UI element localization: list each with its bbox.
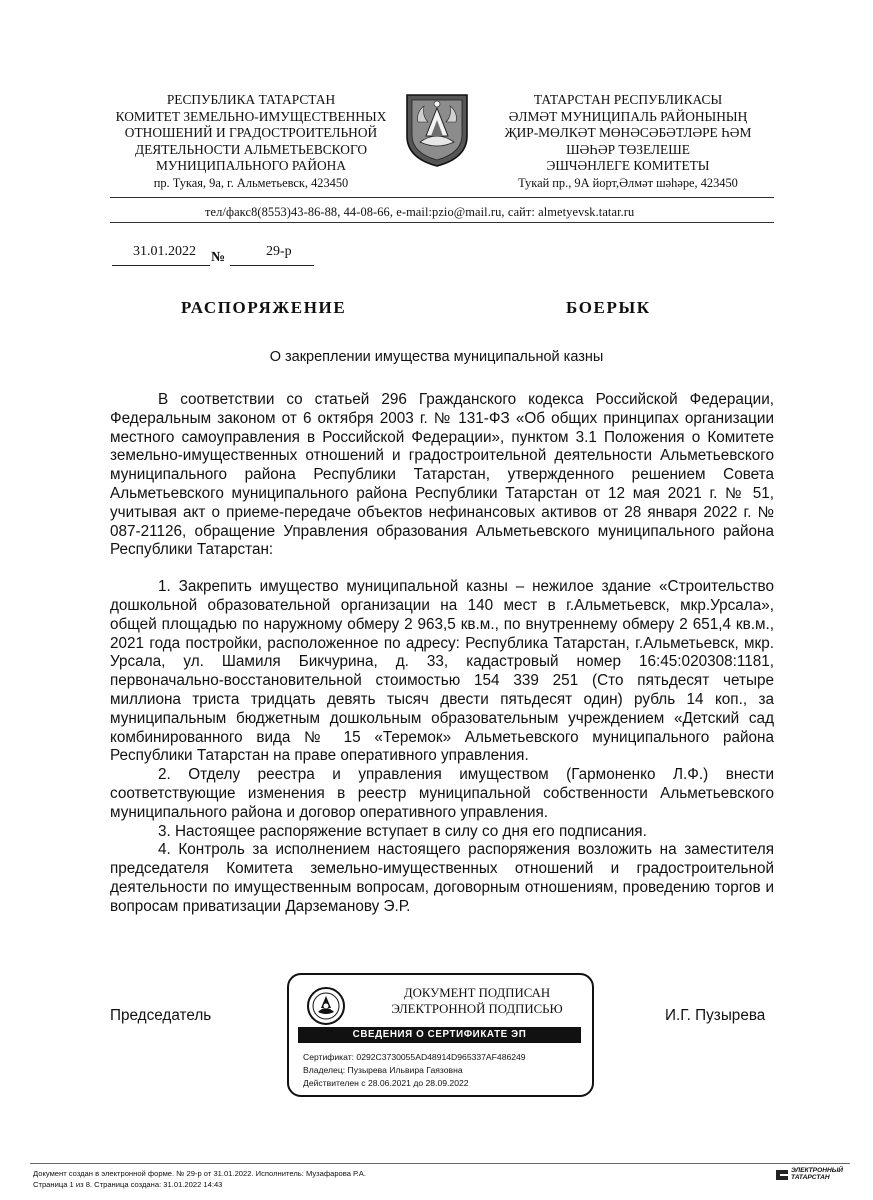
electronic-signature-stamp xyxy=(287,973,594,1097)
header-left xyxy=(110,92,392,192)
header-divider xyxy=(110,197,774,198)
stamp-title-line: ЭЛЕКТРОННОЙ ПОДПИСЬЮ xyxy=(391,1002,563,1016)
document-date: 31.01.2022 xyxy=(133,244,196,259)
header-right-line: ТАТАРСТАН РЕСПУБЛИКАСЫ xyxy=(533,92,723,107)
item-paragraph: 1. Закрепить имущество муниципальной казны – нежилое здание «Строительство дошкольной образовательной организации на 140 мест в г.Альметьевск, мкр.Урсала», общей площадью по наружному обмеру 2 963,5 кв.м., по внутреннему обмеру 2 651,4 кв.м., 2021 года постройки, расположенное по адресу: Республика Татарстан, г.Альметьевск, мкр. Урсала, ул. Шамиля Бикчурина, д. 33, кадастровый номер 16:45:020308:1181, первоначально-восстановительной стоимостью 154 339 251 (Сто пятьдесят четыре миллиона триста тридцать девять тысяч двести пятьдесят один) рубль 14 коп., за муниципальным бюджетным дошкольным образовательным учреждением «Детский сад комбинированного вида № 15 «Теремок» Альметьевского муниципального района Республики Татарстан на праве оперативного управления. xyxy=(110,578,774,765)
signature-name: И.Г. Пузырева xyxy=(665,1007,766,1024)
electronic-tatarstan-brand xyxy=(791,1167,843,1181)
footer-line-2: Страница 1 из 8. Страница создана: 31.01.2022 14:43 xyxy=(33,1180,223,1189)
document-number: 29-р xyxy=(266,244,292,259)
stamp-title-line: ДОКУМЕНТ ПОДПИСАН xyxy=(403,986,551,1000)
number-underline xyxy=(230,265,314,266)
header-right-line: ҖИР-МӨЛКӘТ МӨНӘСӘБӘТЛӘРЕ ҺӘМ xyxy=(504,125,752,141)
header-right xyxy=(482,92,774,192)
item-paragraph: 4. Контроль за исполнением настоящего распоряжения возложить на заместителя председателя Комитета земельно-имущественных отношений и градостроительной деятельности по имущественным вопросам, договорным отношениям, проведению торгов и вопросам приватизации Дарземанову Э.Р. xyxy=(110,841,774,915)
header-left-line: РЕСПУБЛИКА ТАТАРСТАН xyxy=(166,92,336,107)
brand-line: ТАТАРСТАН xyxy=(791,1174,830,1181)
header-divider-bottom xyxy=(110,222,774,223)
signature-position: Председатель xyxy=(110,1007,212,1024)
title-tatar: БОЕРЫК xyxy=(566,298,651,317)
date-underline xyxy=(112,265,210,266)
header-left-line: ОТНОШЕНИЙ И ГРАДОСТРОИТЕЛЬНОЙ xyxy=(124,125,378,141)
stamp-validity: Действителен с 28.06.2021 до 28.09.2022 xyxy=(303,1078,469,1088)
preamble-paragraph: В соответствии со статьей 296 Гражданского кодекса Российской Федерации, Федеральным законом от 6 октября 2003 г. № 131-ФЗ «Об общих принципах организации местного самоуправления в Российской Федерации», пунктом 3.1 Положения о Комитете земельно-имущественных отношений и градостроительной деятельности Альметьевского муниципального района Республики Татарстан, утвержденного решением Совета Альметьевского муниципального района Республики Татарстан от 12 мая 2021 г. № 51, учитывая акт о приеме-передаче объектов нефинансовых активов от 28 января 2022 г. № 087-21126, обращение Управления образования Альметьевского муниципального района Республики Татарстан: xyxy=(110,391,774,559)
header-left-line: ДЕЯТЕЛЬНОСТИ АЛЬМЕТЬЕВСКОГО xyxy=(134,141,368,157)
header-right-line: ЭШЧӘНЛЕГЕ КОМИТЕТЫ xyxy=(546,158,710,174)
stamp-owner: Владелец: Пузырева Ильвира Гаязовна xyxy=(303,1065,463,1075)
header-right-line: ШӘҺӘР ТӨЗЕЛЕШЕ xyxy=(566,141,690,157)
document-body xyxy=(110,391,774,917)
header-left-line: МУНИЦИПАЛЬНОГО РАЙОНА xyxy=(155,158,347,174)
stamp-emblem-icon xyxy=(306,986,346,1026)
brand-line: ЭЛЕКТРОННЫЙ xyxy=(791,1167,844,1174)
stamp-certificate-header: СВЕДЕНИЯ О СЕРТИФИКАТЕ ЭП xyxy=(298,1027,581,1043)
document-subject: О закреплении имущества муниципальной казны xyxy=(269,349,604,365)
stamp-certificate: Сертификат: 0292C3730055AD48914D965337AF486249 xyxy=(303,1052,526,1062)
number-sign: № xyxy=(211,250,226,265)
item-paragraph: 3. Настоящее распоряжение вступает в силу со дня его подписания. xyxy=(158,822,647,840)
electronic-tatarstan-logo-icon xyxy=(775,1168,789,1182)
header-left-line: КОМИТЕТ ЗЕМЕЛЬНО-ИМУЩЕСТВЕННЫХ xyxy=(115,108,387,124)
title-russian: РАСПОРЯЖЕНИЕ xyxy=(181,298,347,317)
footer-divider xyxy=(30,1163,850,1164)
header-left-address: пр. Тукая, 9а, г. Альметьевск, 423450 xyxy=(153,175,349,190)
footer-line-1: Документ создан в электронной форме. № 29-р от 31.01.2022. Исполнитель: Музафарова Р.А. xyxy=(33,1169,366,1178)
contacts-line: тел/факс8(8553)43-86-88, 44-08-66, e-mail:pzio@mail.ru, сайт: almetyevsk.tatar.ru xyxy=(205,205,635,219)
header-right-address: Тукай пр., 9А йорт,Әлмәт шәһәре, 423450 xyxy=(518,175,738,190)
stamp-title xyxy=(367,985,587,1017)
coat-of-arms-emblem xyxy=(404,92,470,168)
item-paragraph: 2. Отделу реестра и управления имуществом (Гармоненко Л.Ф.) внести соответствующие изменения в реестр муниципальной собственности Альметьевского муниципального района и договор оперативного управления. xyxy=(110,766,774,821)
header-right-line: ӘЛМӘТ МУНИЦИПАЛЬ РАЙОНЫНЫҢ xyxy=(508,108,748,124)
